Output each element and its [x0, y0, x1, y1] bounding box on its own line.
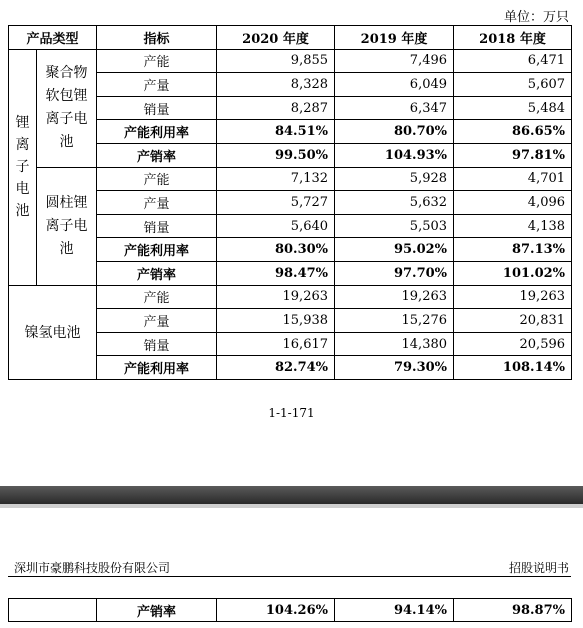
value-cell: 94.14% — [335, 599, 454, 622]
value-cell: 98.47% — [217, 261, 335, 285]
value-cell: 6,347 — [335, 96, 454, 120]
table-row — [9, 599, 572, 622]
value-cell: 98.87% — [454, 599, 572, 622]
company-name: 深圳市豪鹏科技股份有限公司 — [14, 561, 171, 575]
value-cell: 15,276 — [335, 309, 454, 333]
value-cell: 5,607 — [454, 73, 572, 97]
value-cell: 5,928 — [335, 167, 454, 191]
value-cell: 5,503 — [335, 214, 454, 238]
header-2018: 2018 年度 — [454, 26, 572, 50]
indicator-cell: 产量 — [97, 191, 217, 215]
value-cell: 5,632 — [335, 191, 454, 215]
indicator-cell: 产量 — [97, 309, 217, 333]
value-cell: 8,328 — [217, 73, 335, 97]
value-cell: 16,617 — [217, 332, 335, 356]
value-cell: 80.30% — [217, 238, 335, 262]
unit-label: 单位：万只 — [503, 10, 569, 25]
value-cell: 20,596 — [454, 332, 572, 356]
indicator-cell: 产能利用率 — [97, 356, 217, 380]
value-cell: 19,263 — [454, 285, 572, 309]
table-header-row — [9, 26, 572, 50]
value-cell: 8,287 — [217, 96, 335, 120]
page-break-shadow — [0, 504, 583, 508]
subcategory-cylindrical: 圆柱锂 离子电 池 — [37, 167, 97, 285]
empty-category-cell — [9, 599, 97, 622]
header-2020: 2020 年度 — [217, 26, 335, 50]
value-cell: 4,096 — [454, 191, 572, 215]
value-cell: 5,640 — [217, 214, 335, 238]
value-cell: 9,855 — [217, 49, 335, 73]
value-cell: 87.13% — [454, 238, 572, 262]
page-number: 1-1-171 — [268, 406, 315, 420]
value-cell: 7,496 — [335, 49, 454, 73]
indicator-cell: 产能利用率 — [97, 120, 217, 144]
capacity-table — [8, 25, 572, 380]
indicator-cell: 产量 — [97, 73, 217, 97]
value-cell: 84.51% — [217, 120, 335, 144]
value-cell: 7,132 — [217, 167, 335, 191]
value-cell: 5,727 — [217, 191, 335, 215]
page-break-bar — [0, 486, 583, 504]
value-cell: 99.50% — [217, 143, 335, 167]
value-cell: 97.81% — [454, 143, 572, 167]
header-rule — [8, 576, 571, 577]
indicator-cell: 产销率 — [97, 143, 217, 167]
indicator-cell: 产能 — [97, 49, 217, 73]
indicator-cell: 销量 — [97, 96, 217, 120]
value-cell: 101.02% — [454, 261, 572, 285]
indicator-cell: 产销率 — [97, 599, 217, 622]
category-nimh: 镍氢电池 — [9, 285, 97, 379]
header-2019: 2019 年度 — [335, 26, 454, 50]
indicator-cell: 产销率 — [97, 261, 217, 285]
indicator-cell: 产能利用率 — [97, 238, 217, 262]
header-category: 产品类型 — [9, 26, 97, 50]
value-cell: 108.14% — [454, 356, 572, 380]
indicator-cell: 销量 — [97, 214, 217, 238]
continued-table — [8, 598, 572, 622]
value-cell: 80.70% — [335, 120, 454, 144]
table-row — [9, 285, 572, 309]
value-cell: 82.74% — [217, 356, 335, 380]
value-cell: 14,380 — [335, 332, 454, 356]
value-cell: 104.26% — [217, 599, 335, 622]
value-cell: 4,138 — [454, 214, 572, 238]
value-cell: 6,049 — [335, 73, 454, 97]
value-cell: 4,701 — [454, 167, 572, 191]
value-cell: 95.02% — [335, 238, 454, 262]
value-cell: 104.93% — [335, 143, 454, 167]
indicator-cell: 销量 — [97, 332, 217, 356]
document-type: 招股说明书 — [508, 561, 569, 575]
value-cell: 20,831 — [454, 309, 572, 333]
subcategory-pouch: 聚合物 软包锂 离子电 池 — [37, 49, 97, 167]
header-indicator: 指标 — [97, 26, 217, 50]
value-cell: 5,484 — [454, 96, 572, 120]
indicator-cell: 产能 — [97, 285, 217, 309]
value-cell: 15,938 — [217, 309, 335, 333]
indicator-cell: 产能 — [97, 167, 217, 191]
value-cell: 86.65% — [454, 120, 572, 144]
value-cell: 97.70% — [335, 261, 454, 285]
value-cell: 79.30% — [335, 356, 454, 380]
table-row — [9, 49, 572, 73]
value-cell: 19,263 — [335, 285, 454, 309]
value-cell: 6,471 — [454, 49, 572, 73]
value-cell: 19,263 — [217, 285, 335, 309]
category-li-ion: 锂 离 子 电 池 — [9, 49, 37, 285]
table-row — [9, 167, 572, 191]
